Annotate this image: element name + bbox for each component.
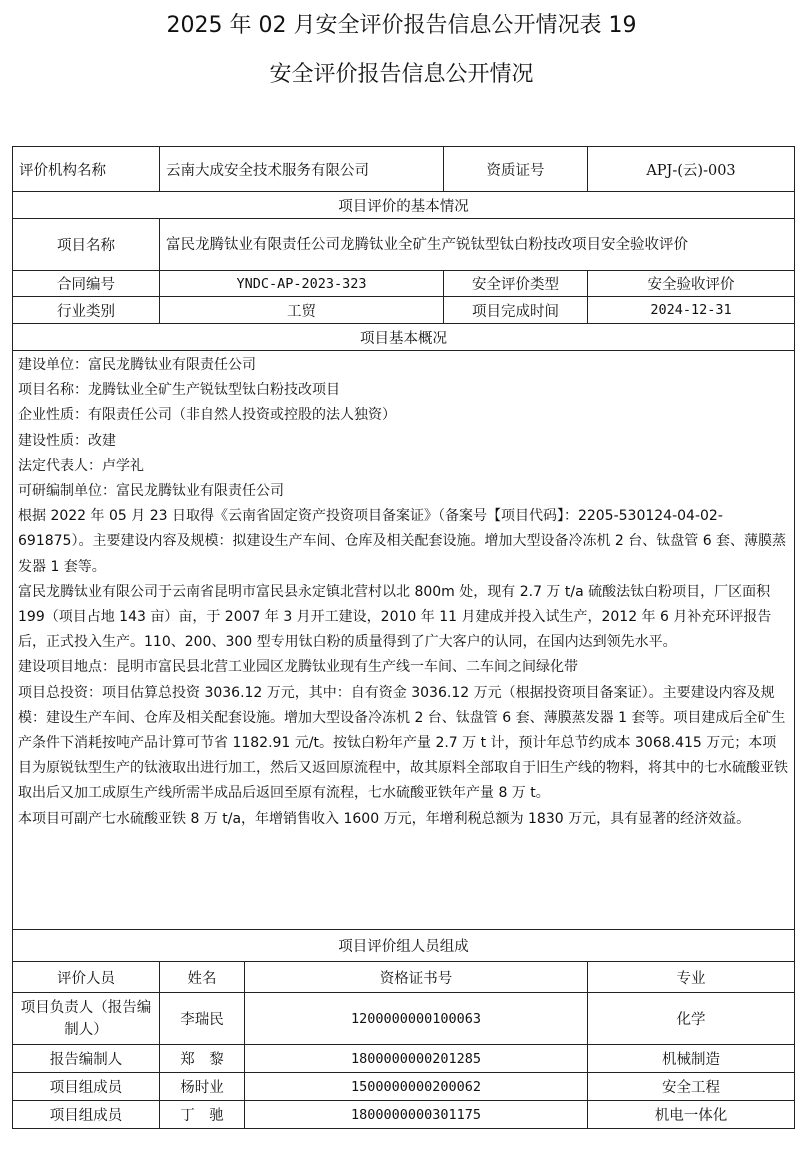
org-row xyxy=(13,147,795,192)
overview-line: 建设性质：改建 xyxy=(18,432,116,449)
team-name: 杨时业 xyxy=(160,1073,245,1101)
team-role: 项目组成员 xyxy=(13,1073,160,1101)
overview-line: 建设项目地点：昆明市富民县北营工业园区龙腾钛业现有生产线一车间、二车间之间绿化带 xyxy=(18,659,578,676)
team-role: 项目负责人（报告编制人） xyxy=(13,993,160,1045)
team-section-title: 项目评价组人员组成 xyxy=(13,930,795,962)
overview-line: 建设单位：富民龙腾钛业有限责任公司 xyxy=(18,357,256,373)
industry-row xyxy=(13,297,795,324)
overview-line: 企业性质：有限责任公司（非自然人投资或控股的法人独资） xyxy=(18,407,396,424)
team-header-cert: 资格证书号 xyxy=(245,962,588,993)
project-name-row xyxy=(13,219,795,271)
industry-label: 行业类别 xyxy=(13,297,160,324)
team-row xyxy=(13,993,795,1045)
team-major: 机电一体化 xyxy=(588,1101,795,1129)
basic-section-title: 项目评价的基本情况 xyxy=(13,192,795,219)
overview-line: 项目总投资：项目估算总投资 3036.12 万元，其中：自有资金 3036.12 万元（根据投资项目备案证）。主要建设内容及规模：建设生产车间、仓库及相关配套设施。增加大型设备冷冻机 2 台、钛盘管 6 套、薄膜蒸发器 1 套等。项目建成后全矿生产条件下消耗按吨产品计算可节省 1182.91 元/t。按钛白粉年产量 2.7 万 t 计，预计年总节约成本 3068.415 万元；本项目为原锐钛型生产的钛液取出进行加工，然后又返回原流程中，故其原料全部取自于旧生产线的物料，将其中的七水硫酸亚铁取出后又加工成原生产线所需半成品后返回至原有流程，七水硫酸亚铁年产量 8 万 t。 xyxy=(18,684,788,802)
document-subtitle: 安全评价报告信息公开情况 xyxy=(269,62,534,87)
overview-line: 根据 2022 年 05 月 23 日取得《云南省固定资产投资项目备案证》（备案号【项目代码】：2205-530124-04-02-691875）。主要建设内容及规模：拟建设生产车间、仓库及相关配套设施。增加大型设备冷冻机 2 台、钛盘管 6 套、薄膜蒸发器 1 套等。 xyxy=(18,508,787,575)
disclosure-table xyxy=(12,146,795,1129)
cert-label: 资质证号 xyxy=(444,147,588,192)
team-major: 安全工程 xyxy=(588,1073,795,1101)
overview-line: 富民龙腾钛业有限公司于云南省昆明市富民县永定镇北营村以北 800m 处，现有 2.7 万 t/a 硫酸法钛白粉项目，厂区面积 199（项目占地 143 亩）亩，于 2007 年 3 月开工建设，2010 年 11 月建成并投入试生产，2012 年 6 月补充环评报告后，正式投入生产。110、200、300 型专用钛白粉的质量得到了广大客户的认同，在国内达到领先水平。 xyxy=(18,583,772,651)
team-cert: 1500000000200062 xyxy=(245,1073,588,1101)
team-cert: 1800000000301175 xyxy=(245,1101,588,1129)
team-header-role: 评价人员 xyxy=(13,962,160,993)
team-header-row xyxy=(13,962,795,993)
team-name: 丁 驰 xyxy=(160,1101,245,1129)
team-role: 报告编制人 xyxy=(13,1045,160,1073)
eval-type-value: 安全验收评价 xyxy=(588,271,795,297)
overview-line: 法定代表人：卢学礼 xyxy=(18,457,144,474)
team-header-major: 专业 xyxy=(588,962,795,993)
overview-line: 本项目可副产七水硫酸亚铁 8 万 t/a，年增销售收入 1600 万元，年增利税总额为 1830 万元，具有显著的经济效益。 xyxy=(18,810,751,827)
cert-value: APJ-(云)-003 xyxy=(588,147,795,192)
overview-line: 可研编制单位：富民龙腾钛业有限责任公司 xyxy=(18,483,284,500)
contract-value: YNDC-AP-2023-323 xyxy=(160,271,444,297)
basic-section-row xyxy=(13,192,795,219)
team-role: 项目组成员 xyxy=(13,1101,160,1129)
overview-section-row xyxy=(13,324,795,351)
overview-section-title: 项目基本概况 xyxy=(13,324,795,351)
team-cert: 1800000000201285 xyxy=(245,1045,588,1073)
contract-label: 合同编号 xyxy=(13,271,160,297)
org-label: 评价机构名称 xyxy=(13,147,160,192)
team-header-name: 姓名 xyxy=(160,962,245,993)
project-overview xyxy=(13,351,795,930)
complete-value: 2024-12-31 xyxy=(588,297,795,324)
team-major: 机械制造 xyxy=(588,1045,795,1073)
project-name-label: 项目名称 xyxy=(13,219,160,271)
team-cert: 1200000000100063 xyxy=(245,993,588,1045)
team-section-row xyxy=(13,930,795,962)
team-name: 郑 黎 xyxy=(160,1045,245,1073)
overview-row xyxy=(13,351,795,930)
overview-line: 项目名称：龙腾钛业全矿生产锐钛型钛白粉技改项目 xyxy=(18,382,340,399)
contract-row xyxy=(13,271,795,297)
complete-label: 项目完成时间 xyxy=(444,297,588,324)
team-row xyxy=(13,1045,795,1073)
team-row xyxy=(13,1073,795,1101)
org-value: 云南大成安全技术服务有限公司 xyxy=(160,147,444,192)
project-name-value: 富民龙腾钛业有限责任公司龙腾钛业全矿生产锐钛型钛白粉技改项目安全验收评价 xyxy=(160,219,795,271)
document-title: 2025 年 02 月安全评价报告信息公开情况表 19 xyxy=(166,13,637,38)
team-name: 李瑞民 xyxy=(160,993,245,1045)
industry-value: 工贸 xyxy=(160,297,444,324)
eval-type-label: 安全评价类型 xyxy=(444,271,588,297)
team-major: 化学 xyxy=(588,993,795,1045)
team-row xyxy=(13,1101,795,1129)
